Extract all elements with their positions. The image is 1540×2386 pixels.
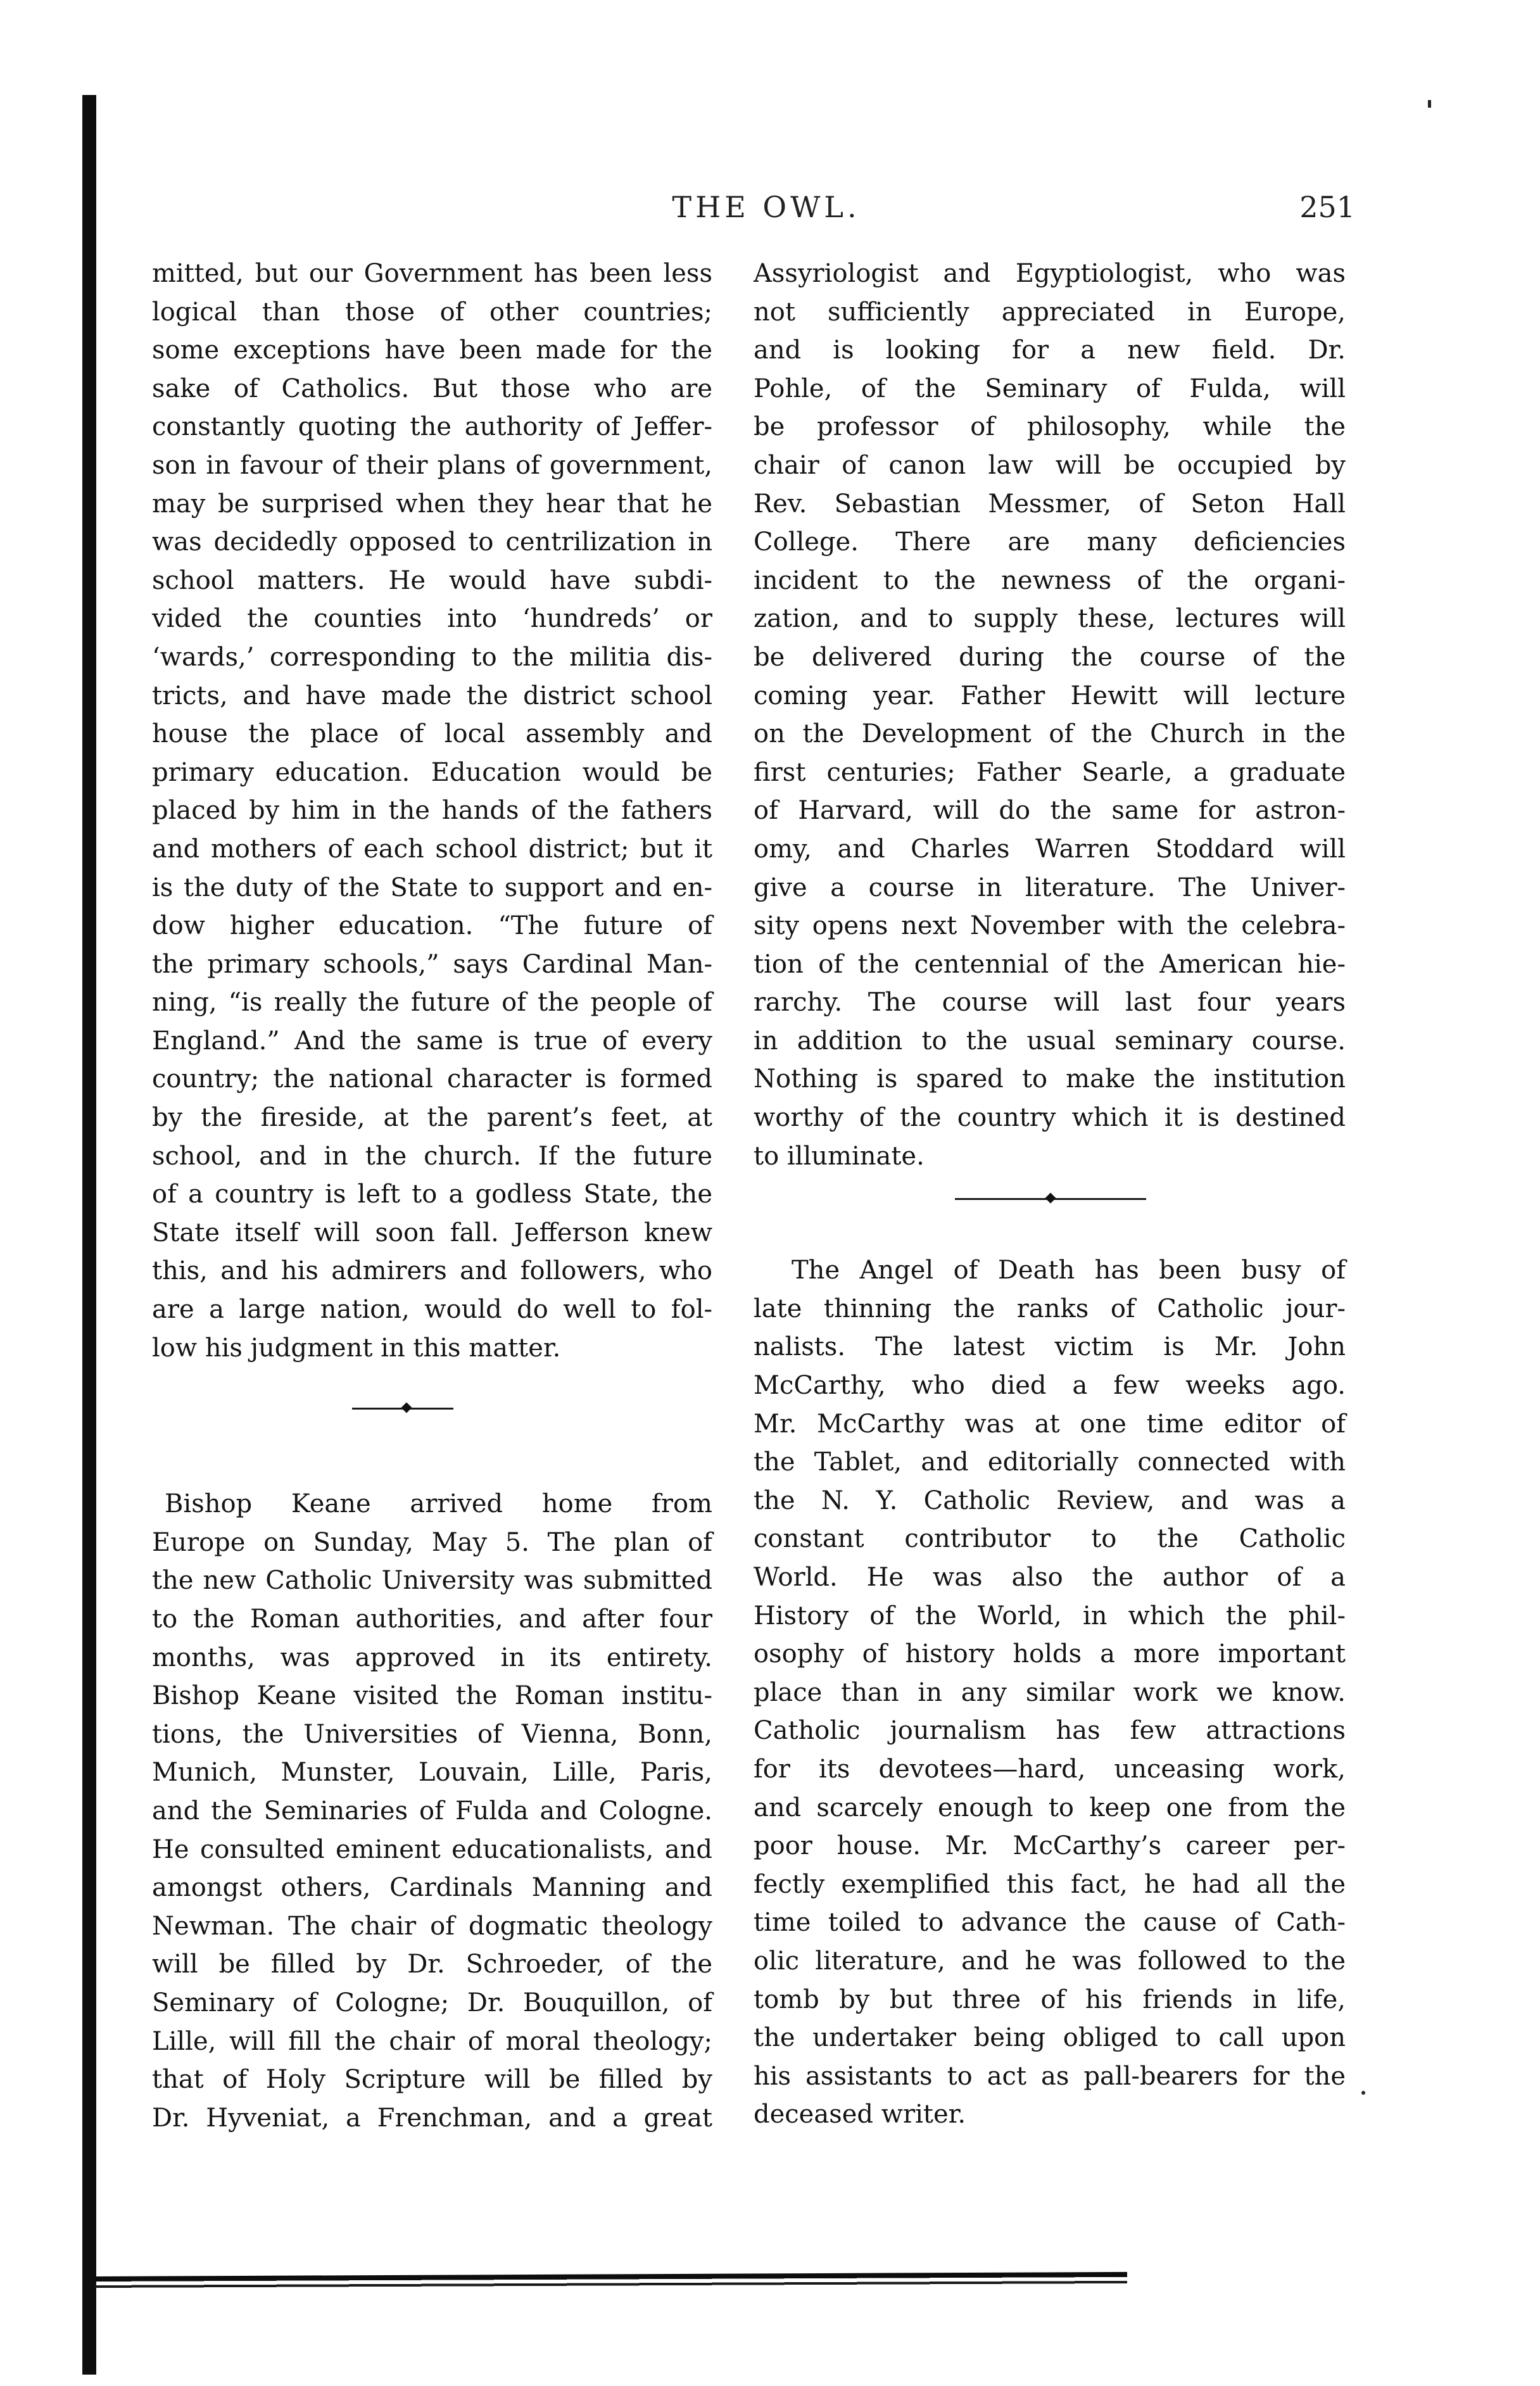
text-line: to illuminate. [754, 1141, 925, 1171]
text-line: was decidedly opposed to centrilization in [152, 527, 712, 557]
page-binding-edge [82, 95, 96, 2375]
margin-dot [1361, 2091, 1365, 2095]
text-line: sake of Catholics. But those who are [152, 374, 712, 403]
text-line: tions, the Universities of Vienna, Bonn, [152, 1719, 712, 1749]
text-line: Nothing is spared to make the institution [754, 1064, 1346, 1094]
text-line: State itself will soon fall. Jefferson knew [152, 1218, 712, 1247]
text-line: that of Holy Scripture will be filled by [152, 2065, 712, 2095]
text-line: to the Roman authorities, and after four [152, 1605, 712, 1634]
text-line: of Harvard, will do the same for astron- [754, 796, 1346, 826]
text-line: Bishop Keane visited the Roman institu- [152, 1681, 712, 1711]
text-line: tion of the centennial of the American hie- [754, 949, 1346, 979]
text-line: be professor of philosophy, while the [754, 412, 1346, 442]
text-line: son in favour of their plans of government, [152, 450, 712, 480]
text-line: Rev. Sebastian Messmer, of Seton Hall [754, 489, 1346, 519]
text-line: be delivered during the course of the [754, 642, 1346, 672]
text-line: time toiled to advance the cause of Cath- [754, 1908, 1346, 1938]
text-line: Europe on Sunday, May 5. The plan of [152, 1527, 712, 1557]
text-line: The Angel of Death has been busy of [792, 1256, 1346, 1285]
text-line: logical than those of other countries; [152, 297, 712, 327]
text-line: amongst others, Cardinals Manning and [152, 1873, 712, 1903]
text-line: the undertaker being obliged to call upon [754, 2023, 1346, 2053]
text-line: the primary schools,” says Cardinal Man- [152, 949, 712, 979]
text-line: ning, “is really the future of the people of [152, 988, 712, 1018]
text-line: some exceptions have been made for the [152, 336, 712, 365]
text-line: ‘wards,’ corresponding to the militia dis- [152, 642, 712, 672]
text-line: tricts, and have made the district school [152, 681, 712, 710]
text-line: olic literature, and he was followed to the [754, 1946, 1346, 1976]
text-line: by the fireside, at the parent’s feet, at [152, 1103, 712, 1133]
text-line: History of the World, in which the phil- [754, 1601, 1346, 1631]
text-line: house the place of local assembly and [152, 719, 712, 749]
running-header: THE OWL. [672, 190, 861, 224]
text-line: and scarcely enough to keep one from the [754, 1793, 1346, 1822]
text-line: this, and his admirers and followers, who [152, 1256, 712, 1286]
text-line: worthy of the country which it is destined [754, 1103, 1346, 1133]
text-line: Seminary of Cologne; Dr. Bouquillon, of [152, 1988, 712, 2017]
text-line: the Tablet, and editorially connected with [754, 1448, 1346, 1477]
text-line: zation, and to supply these, lectures will [754, 604, 1346, 634]
right-column [754, 255, 1346, 2134]
text-line: school matters. He would have subdi- [152, 565, 712, 595]
text-line: McCarthy, who died a few weeks ago. [754, 1371, 1346, 1401]
text-line: is the duty of the State to support and en- [152, 873, 712, 902]
text-line: deceased writer. [754, 2100, 966, 2130]
text-line: tomb by but three of his friends in life, [754, 1985, 1346, 2014]
spacer [152, 1453, 712, 1485]
text-line: months, was approved in its entirety. [152, 1643, 712, 1672]
text-line: not sufficiently appreciated in Europe, [754, 297, 1346, 327]
text-line: Munich, Munster, Louvain, Lille, Paris, [152, 1758, 712, 1788]
text-line: rarchy. The course will last four years [754, 988, 1346, 1018]
page-number: 251 [1299, 190, 1355, 224]
text-line: in addition to the usual seminary course. [754, 1026, 1346, 1056]
paragraph-university-faculty [754, 255, 1346, 1175]
text-line: late thinning the ranks of Catholic jour- [754, 1294, 1346, 1323]
text-line: mitted, but our Government has been less [152, 259, 712, 288]
text-line: low his judgment in this matter. [152, 1333, 561, 1363]
text-line: sity opens next November with the celebra- [754, 911, 1346, 941]
paragraph-bishop-keane [152, 1485, 712, 2137]
divider-ornament [401, 1403, 412, 1413]
text-line: Newman. The chair of dogmatic theology [152, 1911, 712, 1941]
text-line: Pohle, of the Seminary of Fulda, will [754, 374, 1346, 403]
text-line: incident to the newness of the organi- [754, 565, 1346, 595]
text-line: Dr. Hyveniat, a Frenchman, and a great [152, 2103, 712, 2133]
text-line: dow higher education. “The future of [152, 911, 712, 941]
text-line: for its devotees—hard, unceasing work, [754, 1754, 1346, 1784]
text-line: constant contributor to the Catholic [754, 1524, 1346, 1554]
paragraph-obituary-mccarthy [754, 1251, 1346, 2134]
text-line: Lille, will fill the chair of moral theology; [152, 2026, 712, 2056]
text-line: school, and in the church. If the future [152, 1141, 712, 1171]
divider-ornament [1045, 1193, 1056, 1204]
text-line: osophy of history holds a more important [754, 1639, 1346, 1669]
text-line: He consulted eminent educationalists, and [152, 1834, 712, 1864]
text-line: may be surprised when they hear that he [152, 489, 712, 519]
left-column [152, 255, 712, 2137]
text-line: World. He was also the author of a [754, 1563, 1346, 1592]
text-line: country; the national character is formed [152, 1064, 712, 1094]
text-line: and is looking for a new field. Dr. [754, 336, 1346, 365]
text-line: will be filled by Dr. Schroeder, of the [152, 1950, 712, 1979]
text-line: poor house. Mr. McCarthy’s career per- [754, 1831, 1346, 1861]
text-line: Catholic journalism has few attractions [754, 1716, 1346, 1746]
text-line: and mothers of each school district; but it [152, 834, 712, 864]
text-line: the new Catholic University was submitted [152, 1566, 712, 1596]
text-line: nalists. The latest victim is Mr. John [754, 1332, 1346, 1362]
text-line: fectly exemplified this fact, he had all the [754, 1869, 1346, 1899]
text-line: chair of canon law will be occupied by [754, 450, 1346, 480]
text-line: Mr. McCarthy was at one time editor of [754, 1409, 1346, 1439]
bottom-rule [95, 2272, 1127, 2295]
text-line: coming year. Father Hewitt will lecture [754, 681, 1346, 710]
text-line: are a large nation, would do well to fol- [152, 1295, 712, 1325]
text-line: placed by him in the hands of the fathers [152, 796, 712, 826]
text-line: constantly quoting the authority of Jeffer- [152, 412, 712, 442]
paragraph-jefferson [152, 255, 712, 1367]
text-line: Assyriologist and Egyptiologist, who was [754, 259, 1346, 288]
text-line: vided the counties into ‘hundreds’ or [152, 604, 712, 634]
text-line: of a country is left to a godless State, the [152, 1180, 712, 1209]
text-line: and the Seminaries of Fulda and Cologne. [152, 1796, 712, 1826]
text-line: the N. Y. Catholic Review, and was a [754, 1486, 1346, 1515]
text-line: on the Development of the Church in the [754, 719, 1346, 749]
text-line: his assistants to act as pall-bearers for the [754, 2061, 1346, 2091]
corner-mark [1428, 100, 1431, 108]
text-line: omy, and Charles Warren Stoddard will [754, 834, 1346, 864]
text-line: primary education. Education would be [152, 757, 712, 787]
section-divider [754, 1175, 1346, 1251]
text-line: place than in any similar work we know. [754, 1677, 1346, 1707]
text-line: first centuries; Father Searle, a graduate [754, 757, 1346, 787]
text-line: give a course in literature. The Univer- [754, 873, 1346, 902]
text-line: Bishop Keane arrived home from [165, 1489, 712, 1519]
text-line: College. There are many deficiencies [754, 527, 1346, 557]
text-line: England.” And the same is true of every [152, 1026, 712, 1056]
section-divider [152, 1367, 712, 1453]
